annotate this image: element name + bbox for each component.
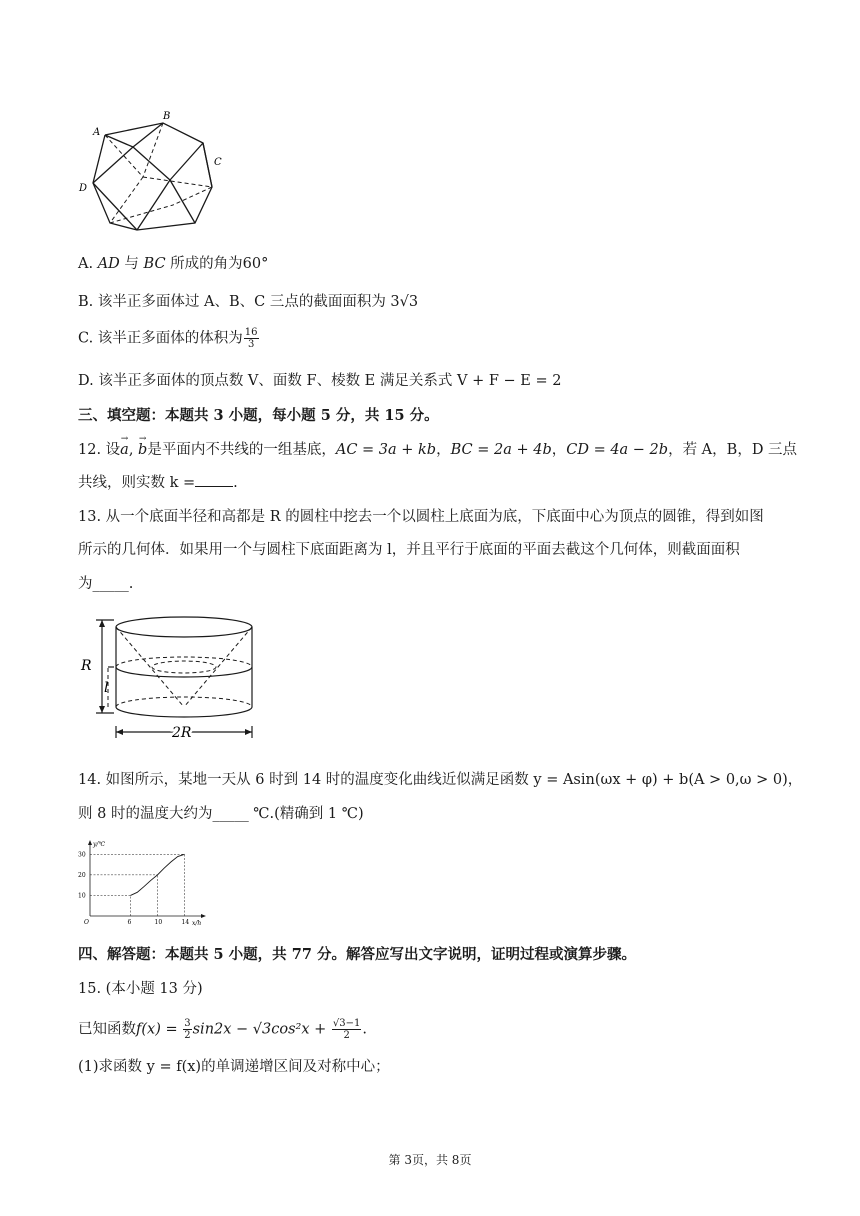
q14-line1: 14. 如图所示，某地一天从 6 时到 14 时的温度变化曲线近似满足函数 y = Asin(ωx + φ) + b(A > 0,ω > 0)， [78, 772, 803, 788]
y-tick-label: 20 [78, 871, 86, 879]
dimension-r-label: R [81, 658, 92, 674]
option-d: D. 该半正多面体的顶点数 V、面数 F、棱数 E 满足关系式 V + F − E = 2 [78, 373, 562, 389]
section4-heading: 四、解答题：本题共 5 小题，共 77 分。解答应写出文字说明，证明过程或演算步骤。 [78, 946, 636, 963]
dimension-l-label: l [104, 680, 109, 696]
x-tick-label: 14 [181, 919, 190, 926]
q13-line1: 13. 从一个底面半径和高都是 R 的圆柱中挖去一个以圆柱上底面为底，下底面中心为顶点的圆锥，得到如图 [78, 509, 764, 525]
y-tick-label: 30 [78, 851, 86, 859]
vertex-label-d: D [79, 183, 88, 194]
q15-part1: (1)求函数 y = f(x)的单调递增区间及对称中心； [78, 1059, 390, 1075]
polyhedron-figure [75, 105, 235, 235]
x-tick-label: 10 [154, 919, 163, 926]
y-axis-label: y/℃ [93, 841, 106, 848]
option-b: B. 该半正多面体过 A、B、C 三点的截面面积为 3√3 [78, 294, 419, 310]
page-footer: 第 3页，共 8页 [388, 1153, 472, 1167]
q13-line3: 为_____. [78, 576, 134, 592]
vertex-label-a: A [93, 127, 101, 138]
q12-line2: 共线，则实数 k = . [78, 472, 238, 493]
cylinder-figure [76, 610, 266, 745]
vertex-label-b: B [163, 111, 171, 122]
q13-line2: 所示的几何体．如果用一个与圆柱下底面距离为 l，并且平行于底面的平面去截这个几何体，则截面面积 [78, 542, 740, 558]
answer-blank[interactable] [195, 472, 233, 487]
q14-line2: 则 8 时的温度大约为_____ ℃.(精确到 1 ℃) [78, 806, 364, 822]
y-tick-label: 10 [78, 892, 86, 900]
vertex-label-c: C [214, 157, 222, 168]
section3-heading: 三、填空题：本题共 3 小题，每小题 5 分，共 15 分。 [78, 407, 439, 424]
q12-line1: 12. 设→ a, → b是平面内不共线的一组基底，AC = 3a + kb，BC = 2a + 4b，CD = 4a − 2b，若 A，B，D 三点 [78, 440, 797, 460]
temperature-chart [78, 838, 208, 928]
q15-header: 15. (本小题 13 分) [78, 981, 203, 997]
y-axis-arrow [88, 840, 92, 845]
option-c: C. 该半正多面体的体积为 $\frac{16}{3}$ [78, 327, 258, 350]
origin-label: O [84, 919, 89, 926]
dimension-2r-label: 2R [172, 725, 192, 741]
option-a: A. AD 与 BC 所成的角为60° [78, 256, 269, 272]
q15-given: 已知函数f(x) = $\frac{3}{2}$ sin2x − √3cos²x + $\frac{√3-1}{2}$ . [78, 1018, 368, 1041]
x-tick-label: 6 [127, 919, 132, 926]
x-axis-label: x/h [192, 920, 202, 927]
x-axis-arrow [201, 914, 206, 918]
temperature-curve [131, 854, 185, 895]
